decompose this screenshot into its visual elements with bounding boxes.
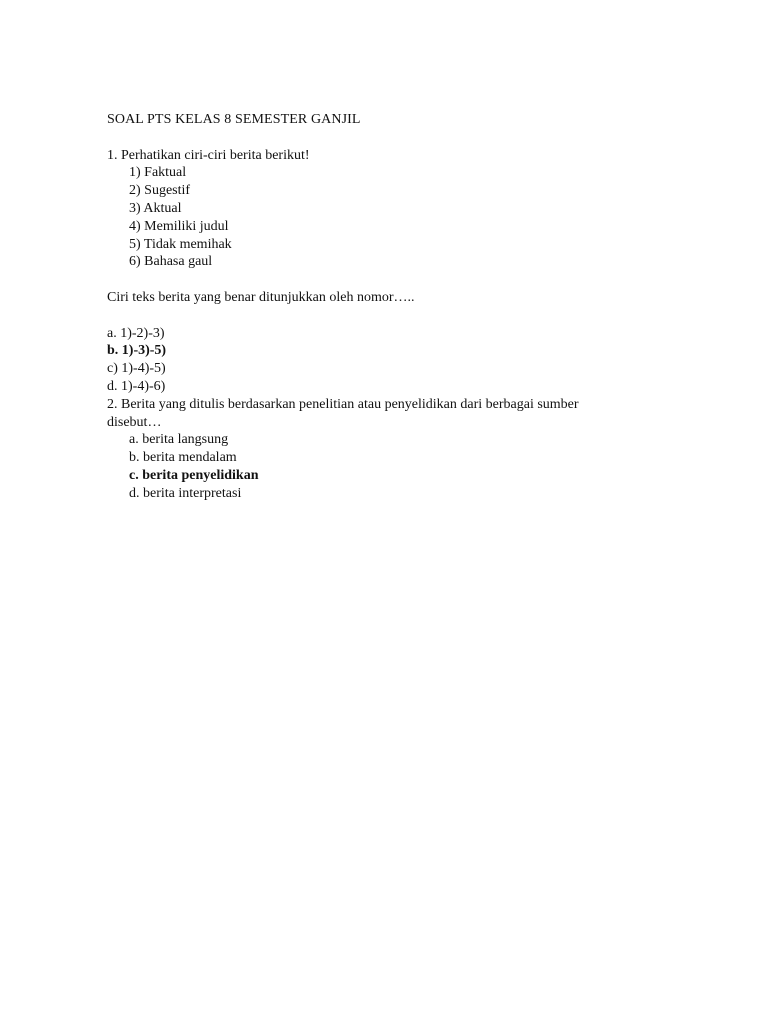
- document-title: SOAL PTS KELAS 8 SEMESTER GANJIL: [107, 112, 361, 127]
- question-1-question: Ciri teks berita yang benar ditunjukkan oleh nomor…..: [107, 289, 415, 305]
- q1-option-a: a. 1)-2)-3): [107, 325, 165, 341]
- question-2-prompt-line-2: disebut…: [107, 414, 162, 430]
- q1-option-c: c) 1)-4)-5): [107, 361, 166, 377]
- q2-option-d: d. berita interpretasi: [129, 485, 242, 501]
- spacer: [107, 129, 667, 147]
- q1-item-4: 4) Memiliki judul: [129, 218, 229, 234]
- spacer: [107, 307, 667, 325]
- spacer: [107, 271, 667, 289]
- q1-item-1: 1) Faktual: [129, 165, 187, 181]
- q1-item-5: 5) Tidak memihak: [129, 236, 232, 252]
- q1-option-b-answer: b. 1)-3)-5): [107, 343, 167, 359]
- document-content: [107, 111, 667, 503]
- q1-item-6: 6) Bahasa gaul: [129, 254, 213, 270]
- q2-option-c-answer: c. berita penyelidikan: [129, 467, 259, 483]
- question-1-prompt: 1. Perhatikan ciri-ciri berita berikut!: [107, 147, 310, 163]
- q2-option-a: a. berita langsung: [129, 432, 229, 448]
- q1-item-3: 3) Aktual: [129, 200, 182, 216]
- q2-option-b: b. berita mendalam: [129, 450, 237, 466]
- q1-item-2: 2) Sugestif: [129, 183, 191, 199]
- question-2-prompt-line-1: 2. Berita yang ditulis berdasarkan penelitian atau penyelidikan dari berbagai sumber: [107, 396, 579, 412]
- q1-option-d: d. 1)-4)-6): [107, 378, 166, 394]
